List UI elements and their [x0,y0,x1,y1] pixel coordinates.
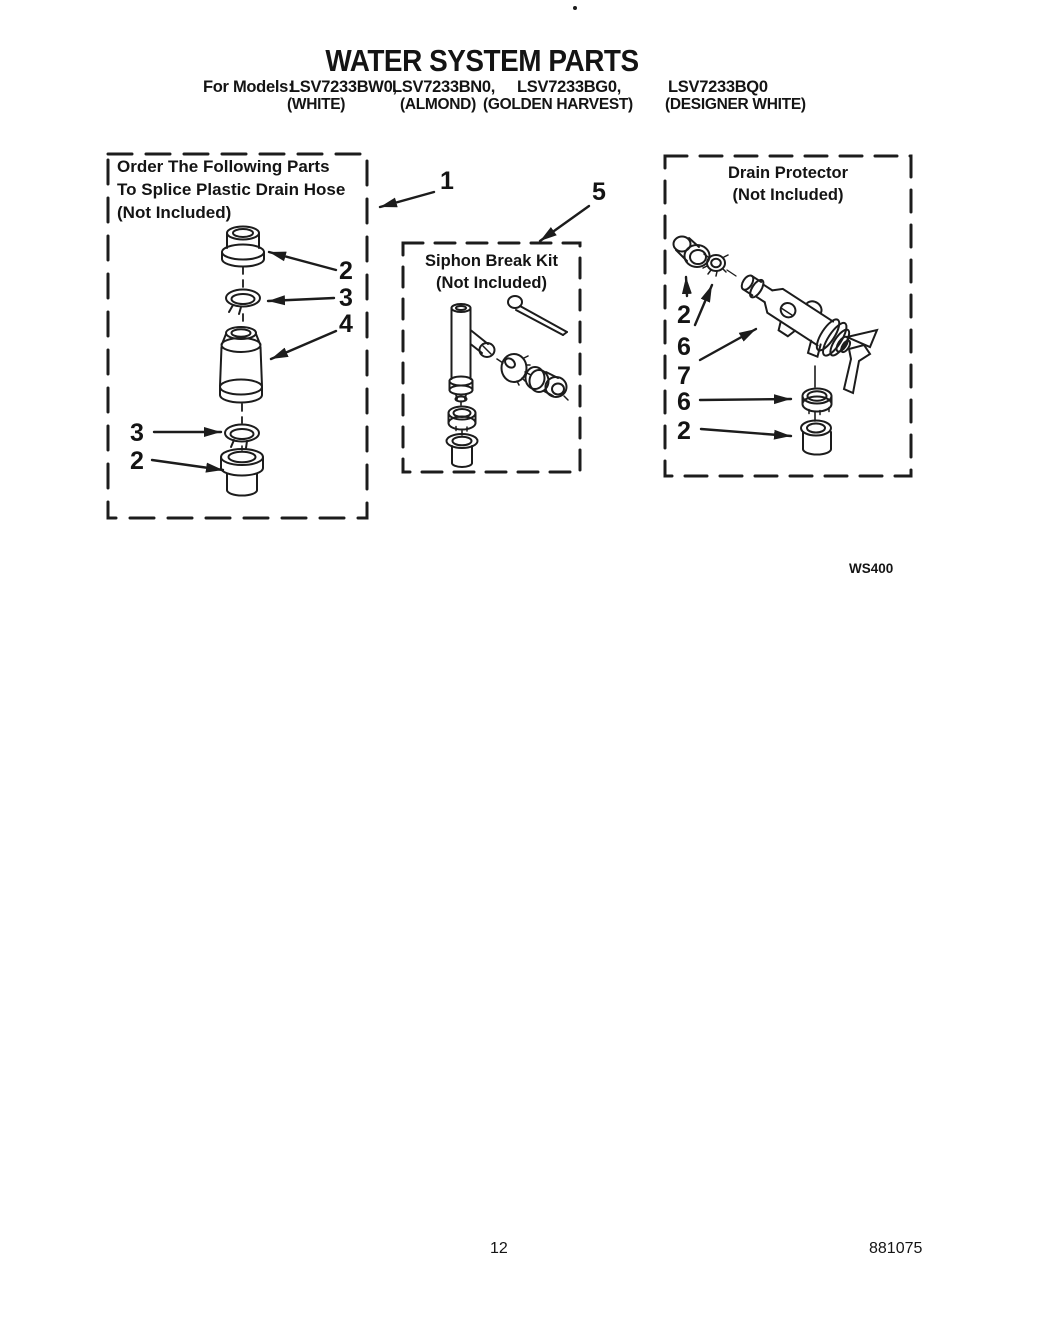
callout-1: 1 [440,167,454,195]
hose-clamp-top-illustration [226,290,260,315]
splice-kit-title-line2: To Splice Plastic Drain Hose [117,180,346,199]
drain-callout-6-top: 6 [677,333,691,361]
callout-2-top-arrow [269,252,336,270]
drain-fitting-illustration [674,237,710,268]
siphon-tube-illustration [450,304,495,402]
callout-5: 5 [592,178,606,206]
drain-protector-box-title [665,162,911,206]
drain-nut-illustration [703,254,736,276]
model-number-2: LSV7233BN0, [392,78,496,96]
callout-2-bottom-arrow [152,460,223,470]
drain-valve-body-illustration [730,263,877,393]
splice-kit-box-title [117,155,345,224]
drain-ring-illustration [803,366,832,415]
drain-callout-2-bottom: 2 [677,417,691,445]
models-prefix: For Models: [203,78,294,96]
hose-coupling-bottom-illustration [221,446,263,496]
siphon-cap-illustration [526,367,569,400]
model-color-3: (GOLDEN HARVEST) [483,96,633,113]
model-number-3: LSV7233BG0, [517,78,622,96]
siphon-ring-illustration [449,401,476,431]
splice-kit-title-line3: (Not Included) [117,203,232,222]
doc-number: 881075 [869,1240,923,1257]
callout-5-arrow [540,206,589,241]
drain-hose-connector-illustration [220,327,262,403]
page-title: WATER SYSTEM PARTS [325,43,639,78]
splice-kit-title-line1: Order The Following Parts [117,157,330,176]
callout-3-top-arrow [268,298,334,301]
drain-callout-2-top: 2 [677,301,691,329]
model-number-4: LSV7233BQ0 [668,78,768,96]
model-color-4: (DESIGNER WHITE) [665,96,806,113]
drain-protector-title-line2: (Not Included) [732,186,844,204]
valve-handle-fin [847,330,877,347]
drain-callout-7-arrow [700,329,756,360]
drain-protector-title-line1: Drain Protector [727,164,849,182]
hose-clamp-bottom-illustration [225,425,259,449]
callout-1-arrow [380,192,434,207]
callout-4: 4 [339,310,353,338]
drain-callout-6-bottom-arrow [700,399,791,400]
callout-2-top: 2 [339,257,353,285]
drain-cap-illustration [801,412,831,455]
callout-4-arrow [271,331,336,359]
drain-callout-6-bottom: 6 [677,388,691,416]
drain-callout-2-bottom-arrow [701,429,791,436]
drain-callout-2-arrow [686,277,687,296]
callout-3-top: 3 [339,284,353,312]
valve-handle-lever [844,345,870,393]
siphon-kit-title-line2: (Not Included) [436,274,547,292]
callout-3-bottom: 3 [130,419,144,447]
cable-tie-illustration [508,296,567,335]
siphon-drain-cup-illustration [447,431,478,467]
model-number-1: LSV7233BW0, [290,78,397,96]
drain-callout-7: 7 [677,362,691,390]
hose-coupling-top-illustration [222,227,264,267]
page-number: 12 [490,1240,508,1257]
drain-callout-6-top-arrow [695,285,712,325]
siphon-kit-box-title [403,250,580,294]
model-color-1: (WHITE) [287,96,346,113]
model-color-2: (ALMOND) [400,96,476,113]
siphon-kit-title-line1: Siphon Break Kit [425,252,558,270]
diagram-code: WS400 [849,561,894,576]
callout-2-bottom: 2 [130,447,144,475]
